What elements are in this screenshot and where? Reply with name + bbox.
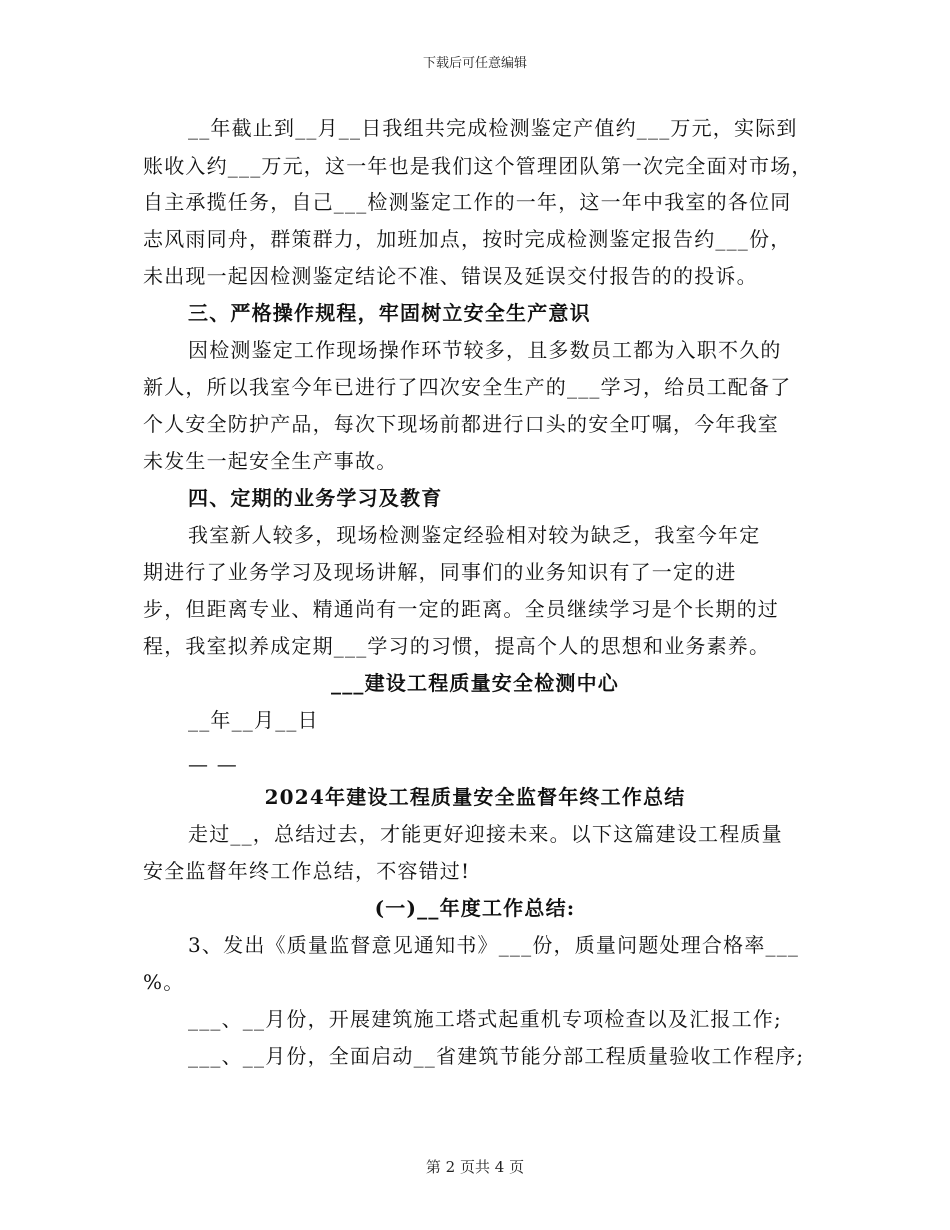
page-header: 下载后可任意编辑 <box>422 56 527 71</box>
paragraph-line: 未发生一起安全生产事故。 <box>143 449 398 473</box>
paragraph-line: 自主承揽任务，自己___检测鉴定工作的一年，这一年中我室的各位同 <box>143 190 792 214</box>
page-footer: 第 2 页共 4 页 <box>425 1158 525 1176</box>
paragraph-line: 个人安全防护产品，每次下现场前都进行口头的安全叮嘱，今年我室 <box>143 412 779 436</box>
section-heading: 三、严格操作规程，牢固树立安全生产意识 <box>188 301 591 325</box>
paragraph-line: 我室新人较多，现场检测鉴定经验相对较为缺乏，我室今年定 <box>188 523 761 547</box>
paragraph-line: 未出现一起因检测鉴定结论不准、错误及延误交付报告的的投诉。 <box>143 264 758 288</box>
paragraph-line: 程，我室拟养成定期___学习的习惯，提高个人的思想和业务素养。 <box>143 634 771 658</box>
doc-title: 2024年建设工程质量安全监督年终工作总结 <box>264 785 686 809</box>
paragraph-line: 走过__，总结过去，才能更好迎接未来。以下这篇建设工程质量 <box>188 822 783 846</box>
dash-separator: — — <box>188 752 238 776</box>
signature-org: ___建设工程质量安全检测中心 <box>331 671 619 695</box>
paragraph-line: 志风雨同舟，群策群力，加班加点，按时完成检测鉴定报告约___份， <box>143 227 792 251</box>
signature-date: __年__月__日 <box>188 708 319 732</box>
paragraph-line: 安全监督年终工作总结，不容错过! <box>143 859 471 883</box>
list-item: ___、__月份，开展建筑施工塔式起重机专项检查以及汇报工作; <box>188 1007 782 1031</box>
paragraph-line: 新人，所以我室今年已进行了四次安全生产的___学习，给员工配备了 <box>143 375 792 399</box>
paragraph-line: __年截止到__月__日我组共完成检测鉴定产值约___万元，实际到 <box>188 116 798 140</box>
list-item: ___、__月份，全面启动__省建筑节能分部工程质量验收工作程序; <box>188 1044 805 1068</box>
paragraph-line: 账收入约___万元，这一年也是我们这个管理团队第一次完全面对市场， <box>143 154 813 178</box>
paragraph-line: 步，但距离专业、精通尚有一定的距离。全员继续学习是个长期的过 <box>143 597 779 621</box>
paragraph-line: 因检测鉴定工作现场操作环节较多，且多数员工都为入职不久的 <box>188 338 782 362</box>
list-item: 3、发出《质量监督意见通知书》___份，质量问题处理合格率___ <box>188 933 800 957</box>
section-heading: 四、定期的业务学习及教育 <box>188 486 443 510</box>
section-heading: (一)__年度工作总结: <box>374 896 576 920</box>
paragraph-line: 期进行了业务学习及现场讲解，同事们的业务知识有了一定的进 <box>143 560 737 584</box>
list-item: %。 <box>143 970 185 994</box>
